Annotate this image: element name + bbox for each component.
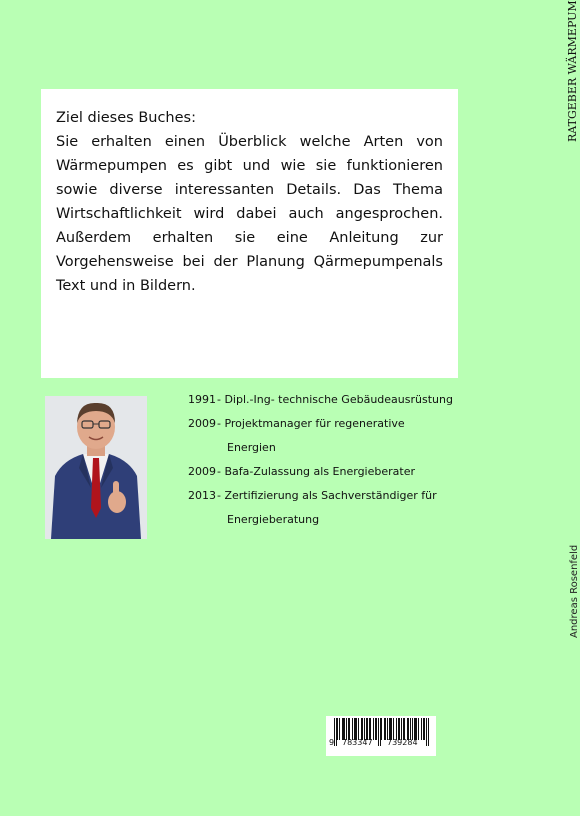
barcode-bar: [334, 718, 335, 746]
barcode-bar: [389, 718, 390, 740]
cv-year: 2009: [188, 417, 216, 430]
barcode-bar: [387, 718, 388, 740]
barcode-bar: [348, 718, 349, 740]
barcode-bar: [352, 718, 353, 740]
barcode-bar: [416, 718, 417, 740]
cv-item: [188, 388, 458, 412]
author-cv-list: [188, 388, 458, 532]
barcode-bar: [393, 718, 394, 740]
description-body: Sie erhalten einen Überblick welche Arten von Wärmepumpen es gibt und wie sie funktionieren sowie diverse interessanten Details. Das Thema Wirtschaftlichkeit wird dabei auch angesprochen. Außerdem erhalten sie eine Anleitung zur Vorgehensweise bei der Planung Qärmepumpenals Text und in Bildern.: [56, 134, 443, 294]
barcode-bar: [354, 718, 355, 740]
barcode-bar: [410, 718, 411, 740]
barcode-bar: [415, 718, 416, 740]
barcode-bar: [376, 718, 377, 740]
barcode-bar: [421, 718, 422, 740]
barcode-bar: [342, 718, 343, 740]
cv-item: [188, 484, 458, 532]
description-heading: Ziel dieses Buches:: [56, 110, 196, 126]
barcode-bar: [381, 718, 382, 740]
barcode-bar: [380, 718, 381, 746]
barcode-bar: [343, 718, 344, 740]
barcode-bar: [349, 718, 350, 740]
author-photo: [45, 396, 147, 539]
cv-text-continuation: Energieberatung: [227, 513, 320, 526]
cv-item: [188, 460, 458, 484]
barcode-bar: [358, 718, 359, 740]
barcode-bar: [404, 718, 405, 740]
barcode-bar: [391, 718, 392, 740]
cv-text-line: - Dipl.-Ing- technische Gebäudeausrüstung: [217, 393, 453, 406]
barcode-bar: [373, 718, 374, 740]
barcode-bar: [385, 718, 386, 740]
isbn-barcode: [326, 716, 436, 756]
cv-text-line: - Projektmanager für regenerative: [217, 417, 405, 430]
cv-year: 1991: [188, 393, 216, 406]
barcode-bar: [337, 718, 338, 740]
barcode-bar: [367, 718, 368, 740]
cv-text-line: - Zertifizierung als Sachverständiger für: [217, 489, 437, 502]
barcode-bar: [398, 718, 399, 740]
cv-text: [217, 412, 458, 460]
barcode-bar: [390, 718, 391, 740]
barcode-bar: [426, 718, 427, 746]
cv-year: 2013: [188, 489, 216, 502]
cv-text: [217, 484, 458, 532]
barcode-bar: [336, 718, 337, 746]
barcode-bar: [364, 718, 365, 740]
barcode-bar: [403, 718, 404, 740]
cv-text-continuation: Energien: [227, 441, 276, 454]
spine-author: Andreas Rosenfeld: [569, 544, 580, 638]
barcode-bar: [356, 718, 357, 740]
barcode-bar: [346, 718, 347, 740]
barcode-bar: [384, 718, 385, 740]
barcode-bar: [408, 718, 409, 740]
barcode-bar: [412, 718, 413, 740]
barcode-bar: [396, 718, 397, 740]
cv-item: [188, 412, 458, 460]
barcode-bar: [375, 718, 376, 740]
cv-text: [217, 388, 458, 412]
barcode-bar: [428, 718, 429, 746]
barcode-digits-left: 783347: [342, 738, 373, 747]
barcode-bar: [407, 718, 408, 740]
cv-year: 2009: [188, 465, 216, 478]
barcode-bar: [418, 718, 419, 740]
barcode-bar: [399, 718, 400, 740]
barcode-bar: [401, 718, 402, 740]
barcode-bar: [423, 718, 424, 740]
barcode-bar: [361, 718, 362, 740]
barcode-bar: [424, 718, 425, 740]
barcode-bar: [366, 718, 367, 740]
barcode-bar: [370, 718, 371, 740]
barcode-bar: [369, 718, 370, 740]
barcode-bar: [355, 718, 356, 740]
cv-text: [217, 460, 458, 484]
barcode-bar: [378, 718, 379, 746]
cv-text-line: - Bafa-Zulassung als Energieberater: [217, 465, 415, 478]
barcode-bar: [339, 718, 340, 740]
barcode-digits-right: 739284: [387, 738, 418, 747]
barcode-bar: [344, 718, 345, 740]
barcode-digit-prefix: 9: [329, 738, 335, 747]
barcode-bar: [414, 718, 415, 740]
spine-title: RATGEBER WÄRMEPUM: [566, 0, 579, 142]
barcode-bar: [362, 718, 363, 740]
description-box: [41, 89, 458, 378]
